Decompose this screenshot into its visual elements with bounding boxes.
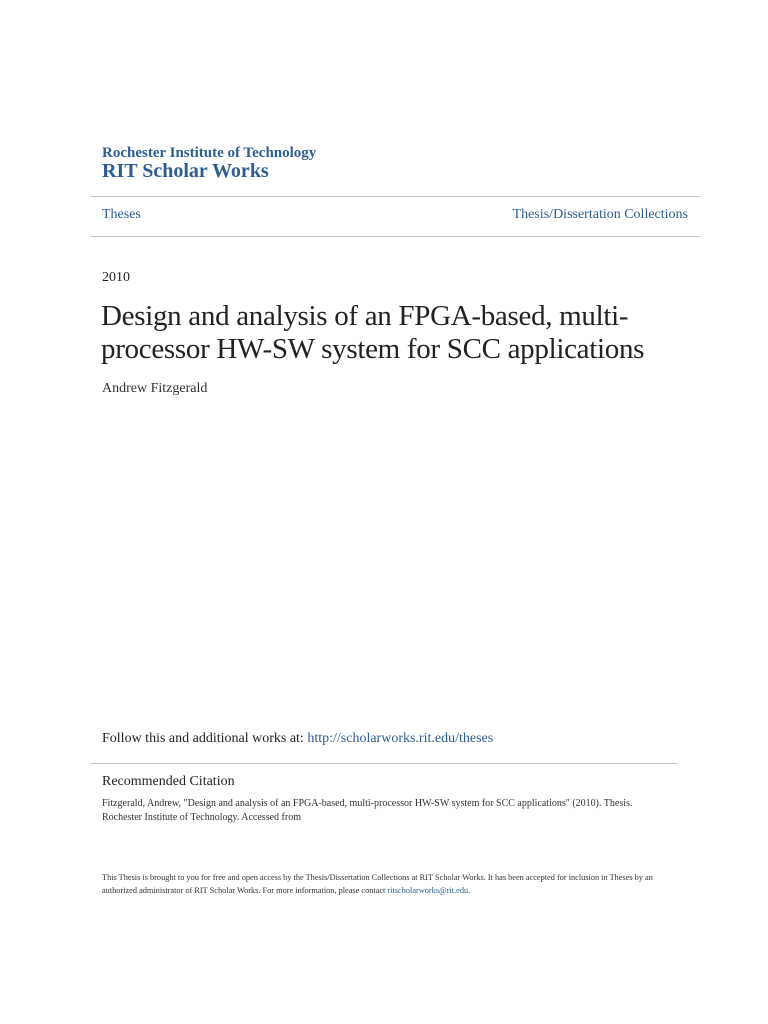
collections-link[interactable]: Thesis/Dissertation Collections xyxy=(512,207,688,222)
theses-link[interactable]: Theses xyxy=(102,207,141,222)
follow-prefix: Follow this and additional works at: xyxy=(102,731,308,746)
footer-suffix: . xyxy=(468,886,471,895)
divider-citation xyxy=(90,763,678,764)
footer-text: This Thesis is brought to you for free and open access by the Thesis/Dissertation Collections at RIT Scholar Works. It has been accepted for inclusion in Theses by an authorized administrator of RIT Scholar Works. For more information, please contact xyxy=(102,873,653,895)
repository-name: RIT Scholar Works xyxy=(102,160,269,182)
publication-year: 2010 xyxy=(102,270,130,285)
divider-top xyxy=(90,196,700,197)
divider-nav xyxy=(90,236,700,237)
contact-email-link[interactable]: ritscholarworks@rit.edu xyxy=(387,886,469,895)
theses-url-link[interactable]: http://scholarworks.rit.edu/theses xyxy=(307,731,494,746)
footer-notice xyxy=(102,871,677,897)
citation-text: Fitzgerald, Andrew, "Design and analysis of an FPGA-based, multi-processor HW-SW system for SCC applications" (2010). Thesis. Rochester Institute of Technology. Accessed from xyxy=(102,798,633,823)
follow-line xyxy=(102,731,493,747)
document-title: Design and analysis of an FPGA-based, multi-processor HW-SW system for SCC applications xyxy=(101,300,645,365)
author-name: Andrew Fitzgerald xyxy=(102,381,208,396)
citation-heading: Recommended Citation xyxy=(102,774,235,789)
institution-name: Rochester Institute of Technology xyxy=(102,145,317,161)
